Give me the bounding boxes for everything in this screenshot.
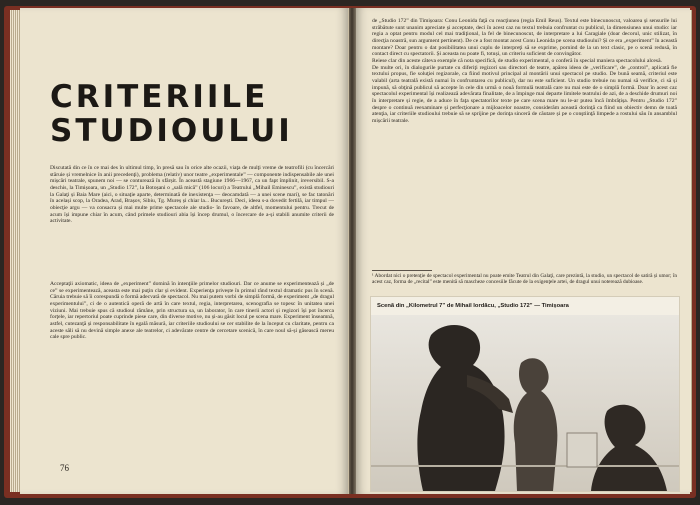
title-line-1: CRITERIILE xyxy=(50,79,269,115)
photo-caption: Scenă din „Kilometrul 7” de Mihail Iordăcu, „Studio 172” — Timișoara xyxy=(377,303,569,309)
article-title xyxy=(50,80,293,148)
footnote: ¹ Abordat nici o pretenţie de spectacol experimental nu poate emite Teatrul din Galaţi, care prezintă, la studio, un spectacol de satiră și umor; în acest caz, forma de „recital” este menită să mascheze concesiile făcute de la exigenţele artei, de dragul unui noterează dubioase. xyxy=(372,273,677,286)
page-number: 76 xyxy=(60,463,69,473)
left-page xyxy=(20,8,349,494)
title-line-2: STUDIOULUI xyxy=(50,113,293,149)
footnote-divider xyxy=(372,270,432,271)
stage-scene-image xyxy=(371,315,679,491)
stage-photo xyxy=(370,296,680,492)
body-column-text: de „Studio 172” din Timișoara: Conu Leonida faţă cu reacţiunea (regia Emil Reus). Textul este binecunoscut, valoarea și sensurile lui străbătute sunt unanim apreciate și acceptate, deci în acest caz nu textul trebuia confruntat cu publicul, la dimensiunea unui studio: iar regia a optat pentru modul cel mai tradiţional, la fel de binecunoscut, de interpretare a lui Caragiale (doar decorul, unic stilizat, în direcţia noastră, sun argument pertinent). De ce a fost montat acest Conu Leonida pe scena studioului? Și ce era „experiment” în această montare? Doar pentru o dat posibilitatea unui cuplu de interpreţi să se exprime, pornind de la un text clasic, pe o scenă redusă, în contact direct cu spectatorii. Și aceasta nu poate fi, totuși, un criteriu suficient de convingător. Reiese clar din aceste câteva exemple că nota specifică, de studio experimental, o conferă în special maniera spectacolului alcesă. De multe ori, în dialogurile purtate cu diferiţi regizori sau directori de teatre, apărea ideea de „verificare”, de „control”, aplicată fie textului propus, fie soluţiei regizorale, ca fiind motivul principal al montării unui spectacol pe studio. De bună seamă, criteriul este valabil (arta teatrală există numai în confruntarea cu publicul), dar nu este suficient. Un studio trebuie nu numai să verifice, ci să și impună, să obţină publicul să accepte în cele din urmă o nouă formulă teatrală care nu mai este de o simplă formă. Doar în acest caz spectacolul experimental își realizează adevărata finalitate, de a împinge mai departe limitele teatrului de azi, de a deschide drumuri noi în interpretare și regie, de a aduce în faţa spectatorilor texte pe care scena mare nu le-ar putea încă îmbrățișa. Pentru „Studio 172” despre o continuă reexaminare și perfecţionare a mijloacelor noastre, considerăm această dorinţă ca fiind un obiectiv demn de toată atenţia, iar criteriile studioului trebuie să se sprijine pe dorinţa sinceră de căutare și pe o conştiinţă limpede a rostului său în ansamblul mișcării teatrale. xyxy=(372,18,677,124)
book-spread xyxy=(4,6,696,498)
body-paragraph-1: Discutată din ce în ce mai des în ultimul timp, în presă sau în orice alte ocazii, viaţa de mulţi vreme de teatrofili (cu încercări stăruie și vremelnice în anii precedenţi), problema (relativ) unor teatre „experimentale” — componente indispensabile ale unei mișcări teatrale, spunem noi — se conturează în sfârșit. În această stagiune 1966—1967, ca un fapt împlinit, ireversibil. S-a deschis, la Timișoara, un „Studio 172”, la Botoșani o „sală mică” (106 locuri) a Teatrului „Mihail Eminescu”, există studiouri la Galaţi și Baia Mare (aici, o situaţie aparte, determinată de inexistenţa — deocamdată — a unei scene mari), se fac tatonări în același scop, la Oradea, Arad, Brașov, Sibiu, Tg. Mureș și chiar la... București. Deci, ideea s-a dovedit fertilă, iar timpul — obiecţie argu — va consacra și mai multe prime spectacole ale studio- în favoare, de altfel, momentului pentru. Trecut de acum își impune chiar în acum, când primele studiouri abia își încep drumul, o încercare de a-și stabili anumite criterii de activitate. xyxy=(50,165,334,225)
right-page xyxy=(356,8,690,494)
body-paragraph-2: Acceptaţii axiomatic, ideea de „experiment” domină în intenţiile primelor studiouri. Dar ce anume se experimentează și „de ce” se experimentează, aceasta este mai puţin clar și evident. Experienţa privește în primul rând textul dramatic pus în scenă. Căruia trebuie să îi corespundă o formă adecvată de spectacol. Nu mai putem vorbi de simplă formă, de experiment „de dragul experimentului”, ci de o autentică operă de artă în care textul, regia, interpretarea, scenografia se topesc în unitatea unei viziuni. Mai trebuie spus că studioul rămâne, prin structura sa, un laborator, în care tinerii actori și regizori își pot încerca forţele, iar repertoriul poate cuprinde piese care, din diverse motive, nu și-au găsit locul pe scena mare. Experiment înseamnă, astfel, cutezanţă și responsabilitate în egală măsură, iar criteriile studioului se cer stabilite de la început cu claritate, pentru ca aceste săli să nu devină simple anexe ale teatrelor, ci adevărate centre de cercetare scenică, în care noul să-și găsească mereu cale spre public. xyxy=(50,281,334,341)
